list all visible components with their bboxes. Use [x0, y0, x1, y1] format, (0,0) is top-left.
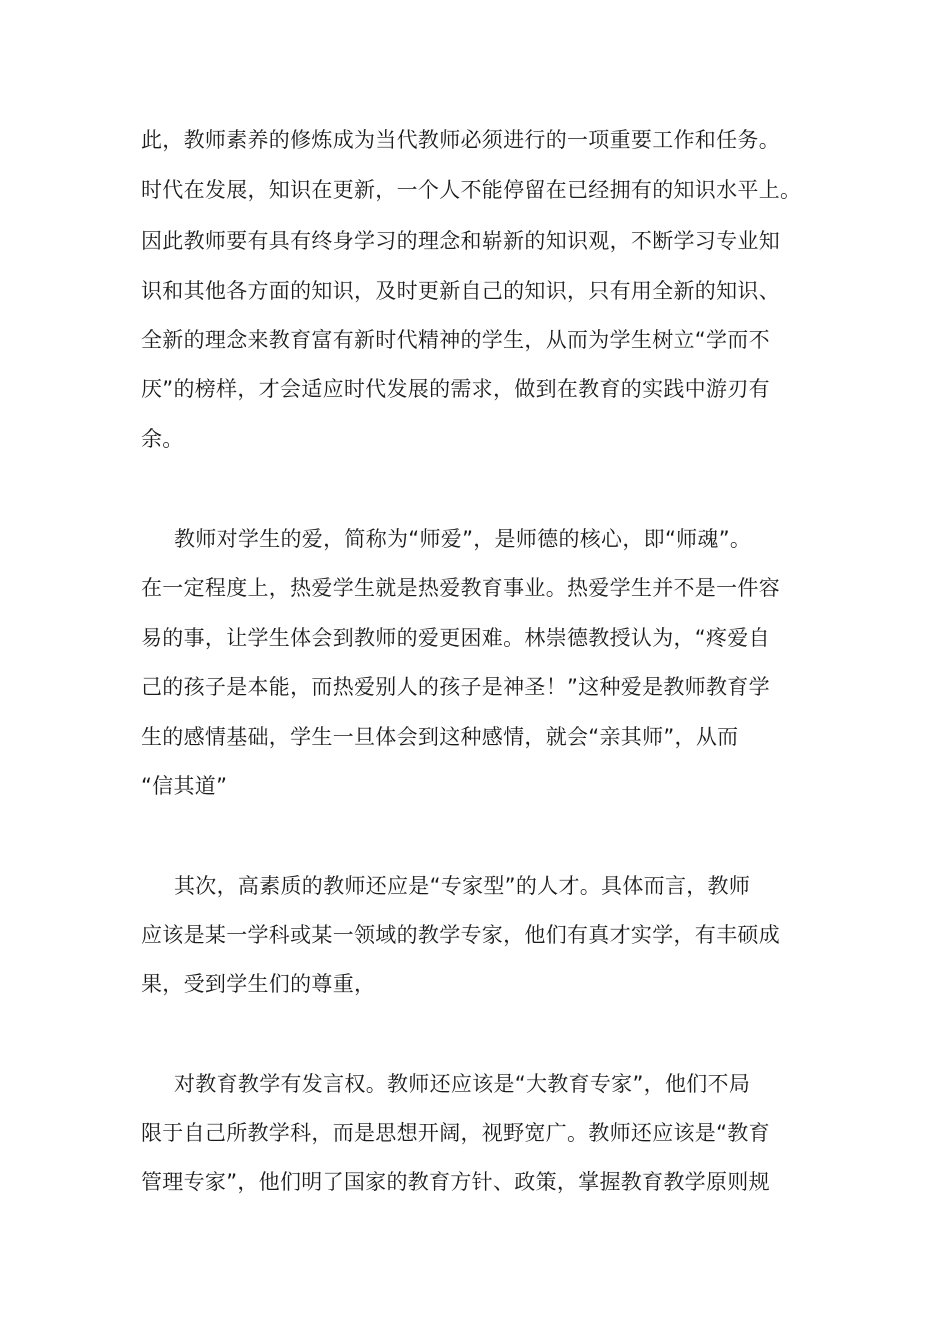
text-line: 生的感情基础，学生一旦体会到这种感情，就会“亲其师”，从而	[141, 725, 739, 749]
text-line: 其次，高素质的教师还应是“专家型”的人才。具体而言，教师	[174, 874, 751, 898]
text-line: 果，受到学生们的尊重，	[141, 972, 376, 996]
text-line: 时代在发展，知识在更新，一个人不能停留在已经拥有的知识水平上。	[141, 178, 802, 202]
text-line: 应该是某一学科或某一领域的教学专家，他们有真才实学，有丰硕成	[141, 923, 780, 947]
text-line: 管理专家”，他们明了国家的教育方针、政策，掌握教育教学原则规	[141, 1170, 770, 1194]
text-line: 教师对学生的爱，简称为“师爱”，是师德的核心，即“师魂”。	[174, 527, 752, 551]
text-line: 因此教师要有具有终身学习的理念和崭新的知识观，不断学习专业知	[141, 229, 780, 253]
text-line: 对教育教学有发言权。教师还应该是“大教育专家”，他们不局	[174, 1072, 751, 1096]
text-line: 厌”的榜样，才会适应时代发展的需求，做到在教育的实践中游刃有	[141, 377, 770, 401]
text-line: 限于自己所教学科，而是思想开阔，视野宽广。教师还应该是“教育	[141, 1121, 770, 1145]
text-line: “信其道”	[141, 774, 228, 798]
text-line: 己的孩子是本能，而热爱别人的孩子是神圣！”这种爱是教师教育学	[141, 675, 770, 699]
text-line: 识和其他各方面的知识，及时更新自己的知识，只有用全新的知识、	[141, 279, 780, 303]
text-line: 余。	[141, 427, 184, 451]
text-line: 在一定程度上，热爱学生就是热爱教育事业。热爱学生并不是一件容	[141, 576, 780, 600]
text-line: 全新的理念来教育富有新时代精神的学生，从而为学生树立“学而不	[141, 328, 770, 352]
text-line: 此，教师素养的修炼成为当代教师必须进行的一项重要工作和任务。	[141, 128, 780, 152]
text-line: 易的事，让学生体会到教师的爱更困难。林崇德教授认为，“疼爱自	[141, 626, 770, 650]
